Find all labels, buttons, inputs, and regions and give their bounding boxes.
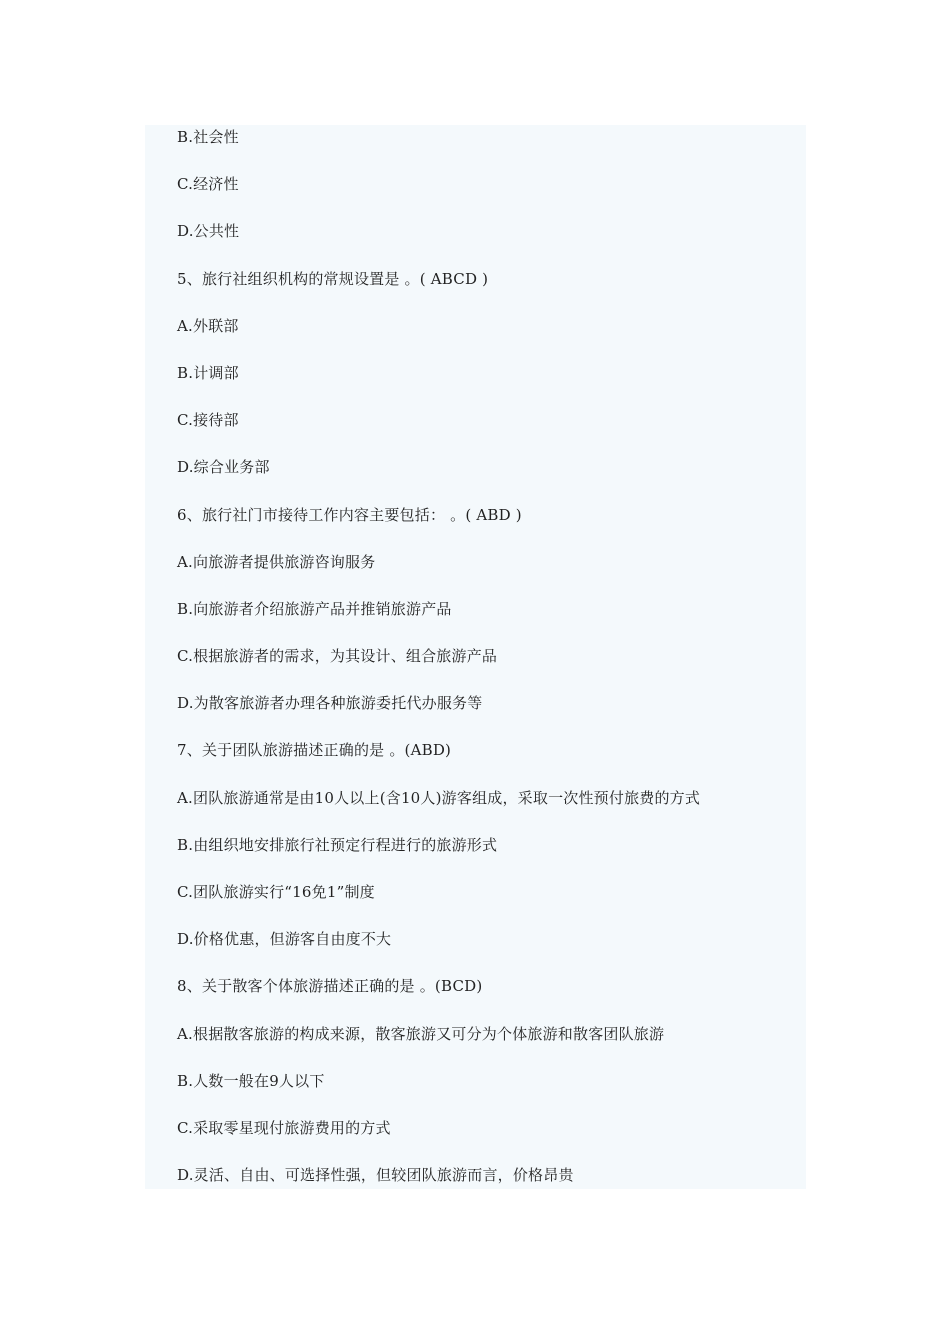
option-line: C.团队旅游实行“16免1”制度 [177, 883, 375, 901]
option-line: D.灵活、自由、可选择性强，但较团队旅游而言，价格昂贵 [177, 1166, 574, 1185]
option-line: C.根据旅游者的需求，为其设计、组合旅游产品 [177, 647, 498, 666]
option-line: C.经济性 [177, 175, 239, 194]
option-line: A.外联部 [177, 316, 239, 335]
option-line: B.人数一般在9人以下 [177, 1071, 325, 1090]
option-line: C.接待部 [177, 411, 239, 430]
question-line: 8、关于散客个体旅游描述正确的是 。(BCD) [177, 977, 483, 996]
option-line: A.向旅游者提供旅游咨询服务 [177, 552, 376, 571]
option-line: A.团队旅游通常是由10人以上(含10人)游客组成，采取一次性预付旅费的方式 [177, 788, 701, 807]
option-line: D.为散客旅游者办理各种旅游委托代办服务等 [177, 694, 483, 713]
option-line: A.根据散客旅游的构成来源，散客旅游又可分为个体旅游和散客团队旅游 [177, 1024, 665, 1043]
option-line: C.采取零星现付旅游费用的方式 [177, 1118, 391, 1137]
option-line: B.由组织地安排旅行社预定行程进行的旅游形式 [177, 835, 498, 854]
question-line: 5、旅行社组织机构的常规设置是 。( ABCD ) [177, 269, 489, 288]
option-line: D.公共性 [177, 222, 240, 241]
option-line: B.计调部 [177, 363, 239, 382]
text-body [177, 126, 797, 1211]
question-line: 6、旅行社门市接待工作内容主要包括： 。( ABD ) [177, 505, 522, 524]
question-line: 7、关于团队旅游描述正确的是 。(ABD) [177, 741, 452, 760]
option-line: D.价格优惠，但游客自由度不大 [177, 930, 392, 949]
option-line: D.综合业务部 [177, 458, 270, 477]
option-line: B.向旅游者介绍旅游产品并推销旅游产品 [177, 599, 452, 618]
option-line: B.社会性 [177, 128, 239, 146]
